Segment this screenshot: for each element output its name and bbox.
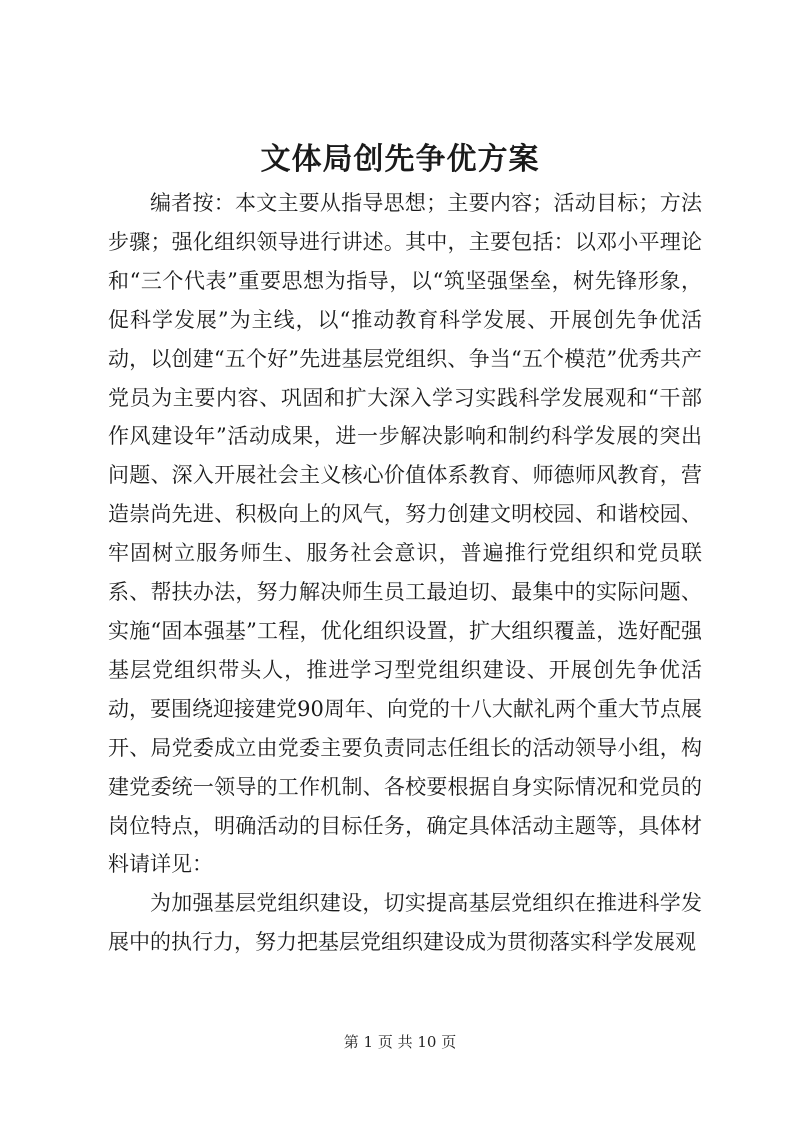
body-paragraph: 为加强基层党组织建设，切实提高基层党组织在推进科学发展中的执行力，努力把基层党组织建设成为贯彻落实科学发展观 xyxy=(108,891,702,955)
document-body xyxy=(108,184,702,962)
editor-note-paragraph: 编者按：本文主要从指导思想；主要内容；活动目标；方法步骤；强化组织领导进行讲述。其中，主要包括：以邓小平理论和“三个代表”重要思想为指导，以“筑坚强堡垒，树先锋形象，促科学发展”为主线，以“推动教育科学发展、开展创先争优活动，以创建“五个好”先进基层党组织、争当“五个模范”优秀共产党员为主要内容、巩固和扩大深入学习实践科学发展观和“干部作风建设年”活动成果，进一步解决影响和制约科学发展的突出问题、深入开展社会主义核心价值体系教育、师德师风教育，营造崇尚先进、积极向上的风气，努力创建文明校园、和谐校园、牢固树立服务师生、服务社会意识，普遍推行党组织和党员联系、帮扶办法，努力解决师生员工最迫切、最集中的实际问题、实施“固本强基”工程，优化组织设置，扩大组织覆盖，选好配强基层党组织带头人，推进学习型党组织建设、开展创先争优活动，要围绕迎接建党90周年、向党的十八大献礼两个重大节点展开、局党委成立由党委主要负责同志任组长的活动领导小组，构建党委统一领导的工作机制、各校要根据自身实际情况和党员的岗位特点，明确活动的目标任务，确定具体活动主题等，具体材料请详见： xyxy=(108,191,702,877)
document-title: 文体局创先争优方案 xyxy=(260,142,540,177)
page-number-footer: 第 1 页 共 10 页 xyxy=(343,1033,457,1051)
